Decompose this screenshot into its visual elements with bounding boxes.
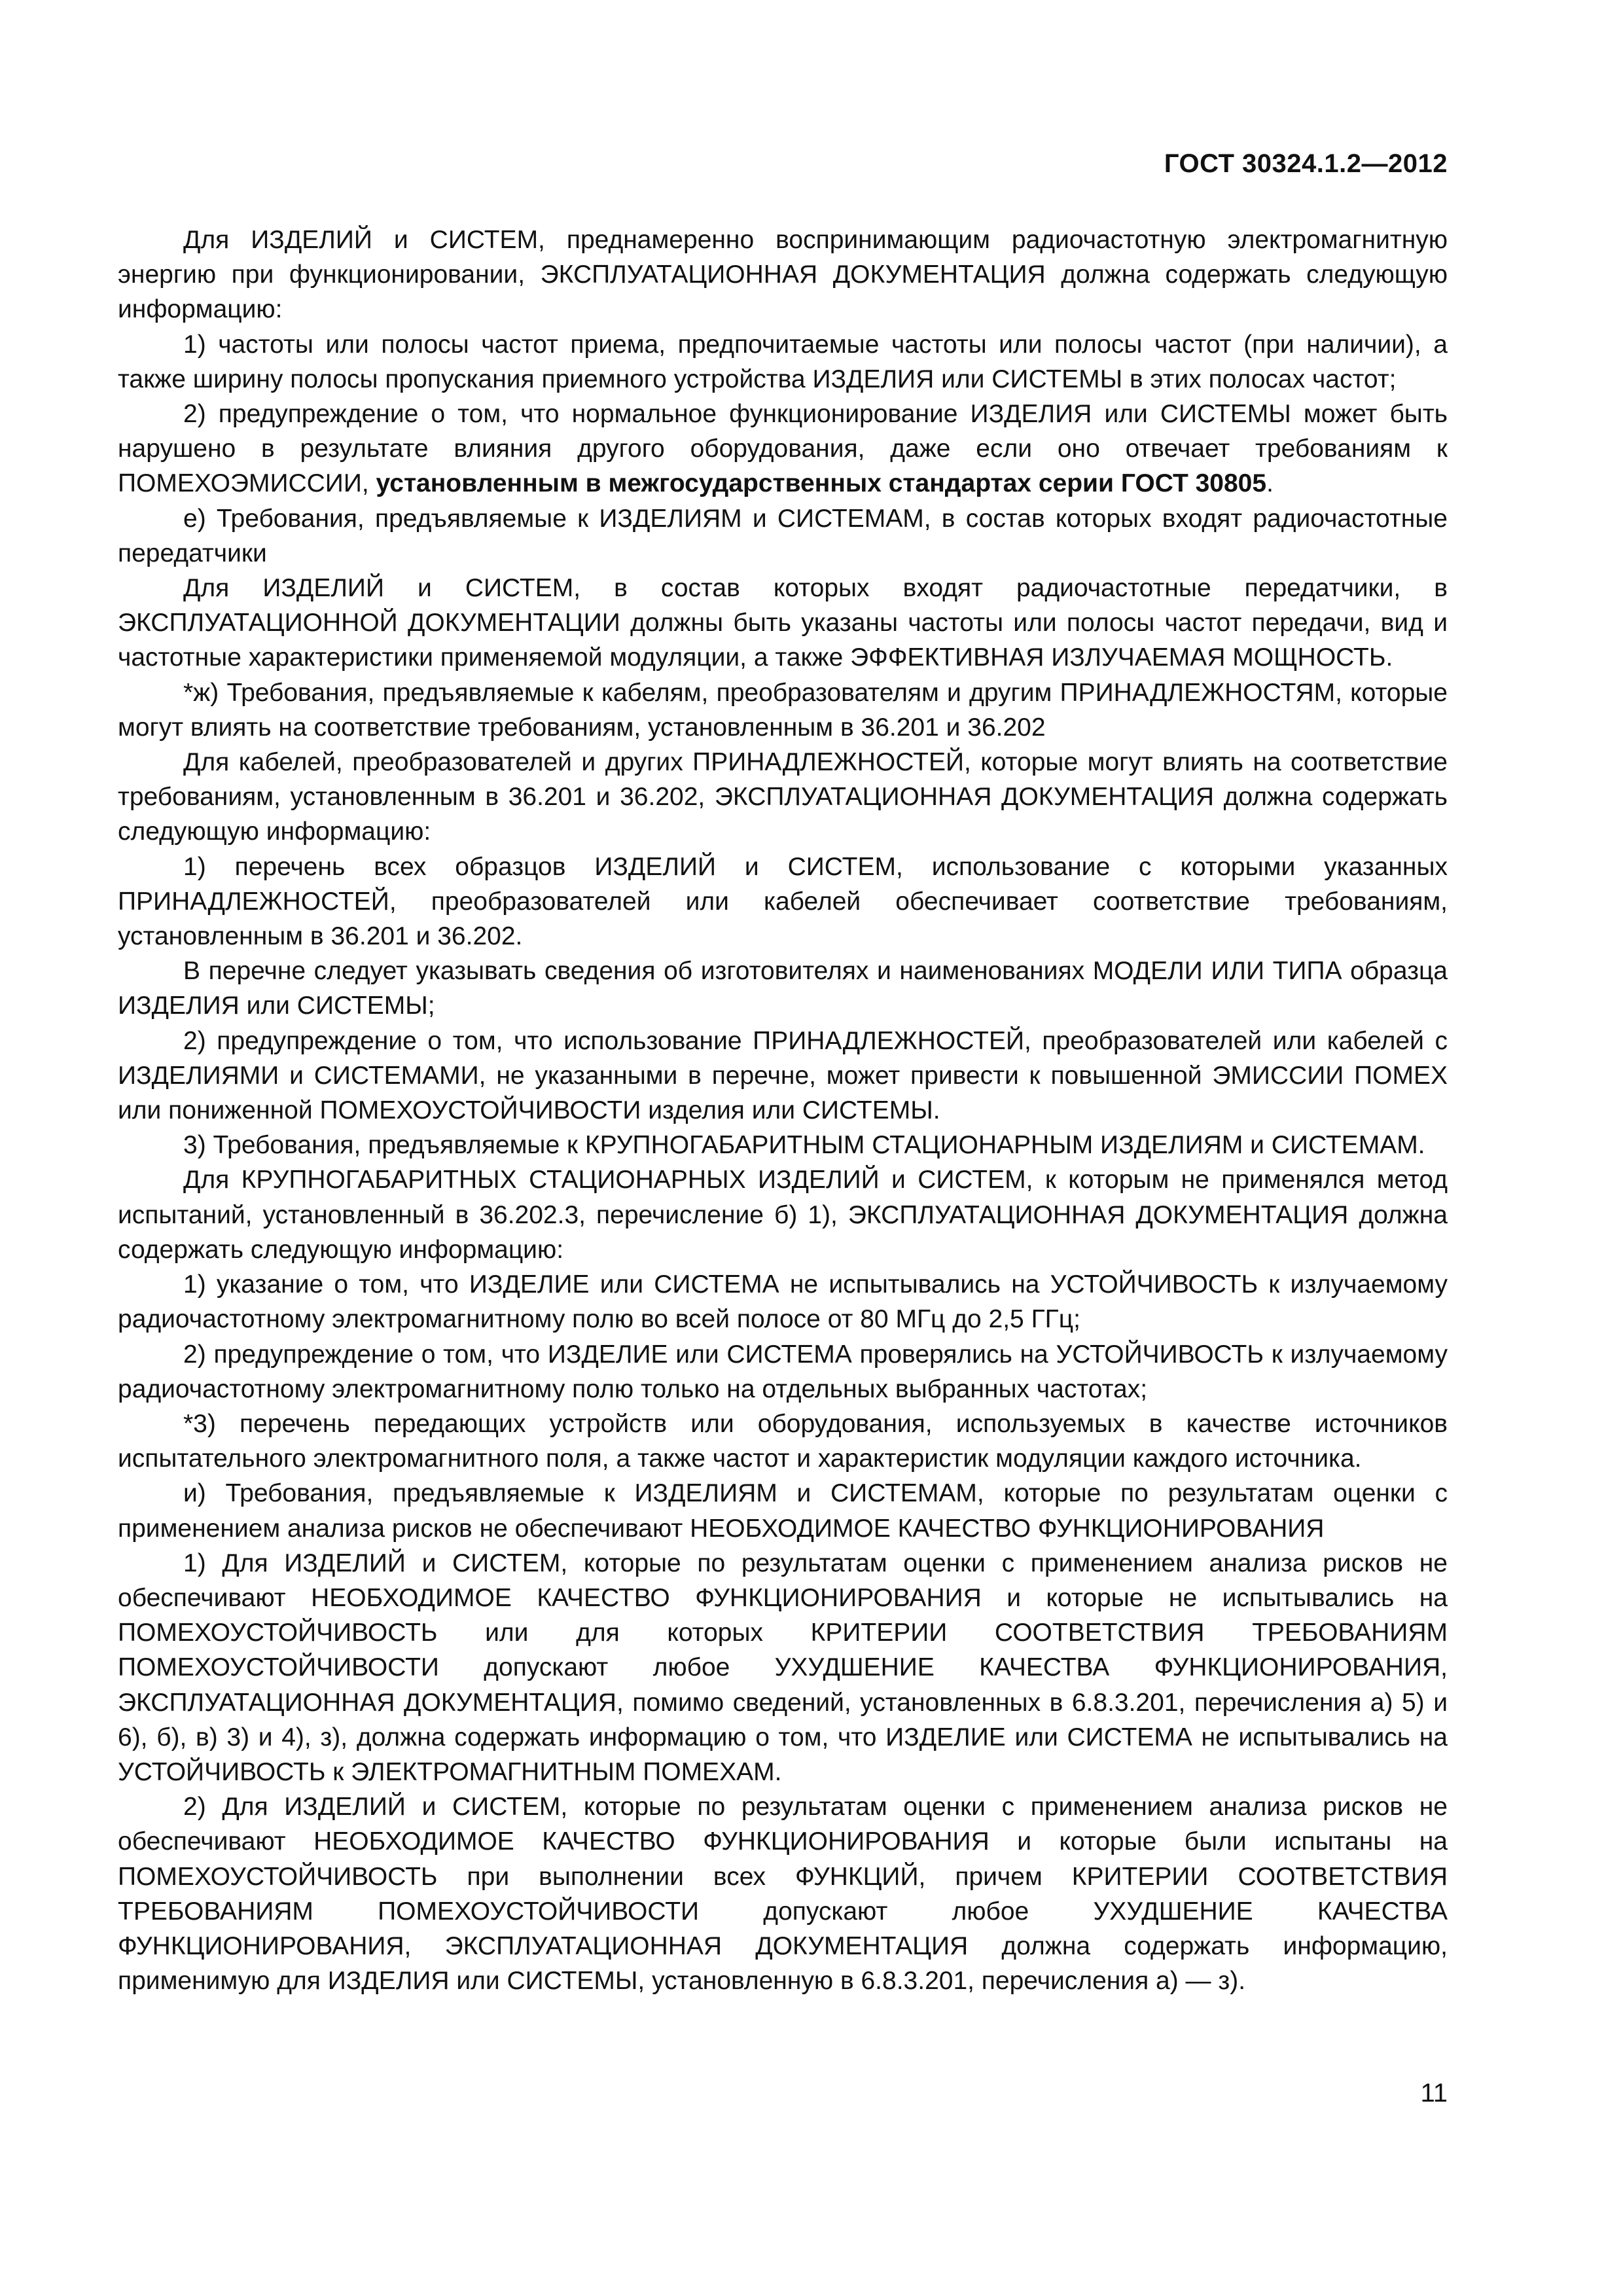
section-heading-zh: *ж) Требования, предъявляемые к кабелям, преобразователям и другим ПРИНАДЛЕЖНОСТЯМ, которые могут влиять на соответствие требованиям, установленным в 36.201 и 36.202 (118, 678, 1448, 742)
section-heading-i: и) Требования, предъявляемые к ИЗДЕЛИЯМ и СИСТЕМАМ, которые по результатам оценки с применением анализа рисков не обеспечивают НЕОБХОДИМОЕ КАЧЕСТВО ФУНКЦИОНИРОВАНИЯ (118, 1479, 1448, 1543)
section-heading-3: 3) Требования, предъявляемые к КРУПНОГАБАРИТНЫМ СТАЦИОНАРНЫМ ИЗДЕЛИЯМ и СИСТЕМАМ. (183, 1131, 1425, 1160)
list-item: 1) указание о том, что ИЗДЕЛИЕ или СИСТЕМА не испытывались на УСТОЙЧИВОСТЬ к излучаемому радиочастотному электромагнитному полю во всей полосе от 80 МГц до 2,5 ГГц; (118, 1270, 1448, 1334)
list-item: 1) частоты или полосы частот приема, предпочитаемые частоты или полосы частот (при наличии), а также ширину полосы пропускания приемного устройства ИЗДЕЛИЯ или СИСТЕМЫ в этих полосах частот; (118, 330, 1448, 393)
paragraph-text: 2) предупреждение о том, что нормальное функционирование ИЗДЕЛИЯ или СИСТЕМЫ может быть нарушено в результате влияния другого оборудования, даже если оно отвечает требованиям к ПОМЕХОЭМИССИИ, (118, 400, 1448, 498)
paragraph: Для ИЗДЕЛИЙ и СИСТЕМ, в состав которых входят радиочастотные передатчики, в ЭКСПЛУАТАЦИОННОЙ ДОКУМЕНТАЦИИ должны быть указаны частоты или полосы частот передачи, вид и частотные характеристики применяемой модуляции, а также ЭФФЕКТИВНАЯ ИЗЛУЧАЕМАЯ МОЩНОСТЬ. (118, 574, 1448, 672)
standard-code-header: ГОСТ 30324.1.2—2012 (1164, 149, 1448, 178)
list-item: *3) перечень передающих устройств или оборудования, используемых в качестве источников испытательного электромагнитного поля, а также частот и характеристик модуляции каждого источника. (118, 1409, 1448, 1473)
list-item (118, 397, 1448, 501)
page-number: 11 (1420, 2079, 1448, 2108)
list-item: 1) Для ИЗДЕЛИЙ и СИСТЕМ, которые по результатам оценки с применением анализа рисков не обеспечивают НЕОБХОДИМОЕ КАЧЕСТВО ФУНКЦИОНИРОВАНИЯ и которые не испытывались на ПОМЕХОУСТОЙЧИВОСТЬ или для которых КРИТЕРИИ СООТВЕТСТВИЯ ТРЕБОВАНИЯМ ПОМЕХОУСТОЙЧИВОСТИ допускают любое УХУДШЕНИЕ КАЧЕСТВА ФУНКЦИОНИРОВАНИЯ, ЭКСПЛУАТАЦИОННАЯ ДОКУМЕНТАЦИЯ, помимо сведений, установленных в 6.8.3.201, перечисления а) 5) и 6), б), в) 3) и 4), з), должна содержать информацию о том, что ИЗДЕЛИЕ или СИСТЕМА не испытывались на УСТОЙЧИВОСТЬ к ЭЛЕКТРОМАГНИТНЫМ ПОМЕХАМ. (118, 1549, 1448, 1786)
paragraph: Для кабелей, преобразователей и других ПРИНАДЛЕЖНОСТЕЙ, которые могут влиять на соответствие требованиям, установленным в 36.201 и 36.202, ЭКСПЛУАТАЦИОННАЯ ДОКУМЕНТАЦИЯ должна содержать следующую информацию: (118, 748, 1448, 846)
list-item: 2) предупреждение о том, что использование ПРИНАДЛЕЖНОСТЕЙ, преобразователей или кабелей с ИЗДЕЛИЯМИ и СИСТЕМАМИ, не указанными в перечне, может привести к повышенной ЭМИССИИ ПОМЕХ или пониженной ПОМЕХОУСТОЙЧИВОСТИ изделия или СИСТЕМЫ. (118, 1026, 1448, 1125)
paragraph-tail: . (1266, 469, 1274, 498)
list-item: 1) перечень всех образцов ИЗДЕЛИЙ и СИСТЕМ, использование с которыми указанных ПРИНАДЛЕЖНОСТЕЙ, преобразователей или кабелей обеспечивает соответствие требованиям, установленным в 36.201 и 36.202. (118, 852, 1448, 951)
paragraph: В перечне следует указывать сведения об изготовителях и наименованиях МОДЕЛИ ИЛИ ТИПА образца ИЗДЕЛИЯ или СИСТЕМЫ; (118, 957, 1448, 1020)
paragraph: Для КРУПНОГАБАРИТНЫХ СТАЦИОНАРНЫХ ИЗДЕЛИЙ и СИСТЕМ, к которым не применялся метод испытаний, установленный в 36.202.3, перечисление б) 1), ЭКСПЛУАТАЦИОННАЯ ДОКУМЕНТАЦИЯ должна содержать следующую информацию: (118, 1166, 1448, 1264)
section-heading-e: е) Требования, предъявляемые к ИЗДЕЛИЯМ и СИСТЕМАМ, в состав которых входят радиочастотные передатчики (118, 504, 1448, 567)
document-body (118, 223, 1448, 1998)
list-item: 2) Для ИЗДЕЛИЙ и СИСТЕМ, которые по результатам оценки с применением анализа рисков не обеспечивают НЕОБХОДИМОЕ КАЧЕСТВО ФУНКЦИОНИРОВАНИЯ и которые были испытаны на ПОМЕХОУСТОЙЧИВОСТЬ при выполнении всех ФУНКЦИЙ, причем КРИТЕРИИ СООТВЕТСТВИЯ ТРЕБОВАНИЯМ ПОМЕХОУСТОЙЧИВОСТИ допускают любое УХУДШЕНИЕ КАЧЕСТВА ФУНКЦИОНИРОВАНИЯ, ЭКСПЛУАТАЦИОННАЯ ДОКУМЕНТАЦИЯ должна содержать информацию, применимую для ИЗДЕЛИЯ или СИСТЕМЫ, установленную в 6.8.3.201, перечисления а) — з). (118, 1793, 1448, 1996)
paragraph: Для ИЗДЕЛИЙ и СИСТЕМ, преднамеренно воспринимающим радиочастотную электромагнитную энергию при функционировании, ЭКСПЛУАТАЦИОННАЯ ДОКУМЕНТАЦИЯ должна содержать следующую информацию: (118, 226, 1448, 324)
bold-reference: установленным в межгосударственных стандартах серии ГОСТ 30805 (376, 469, 1267, 498)
list-item: 2) предупреждение о том, что ИЗДЕЛИЕ или СИСТЕМА проверялись на УСТОЙЧИВОСТЬ к излучаемому радиочастотному электромагнитному полю только на отдельных выбранных частотах; (118, 1340, 1448, 1403)
